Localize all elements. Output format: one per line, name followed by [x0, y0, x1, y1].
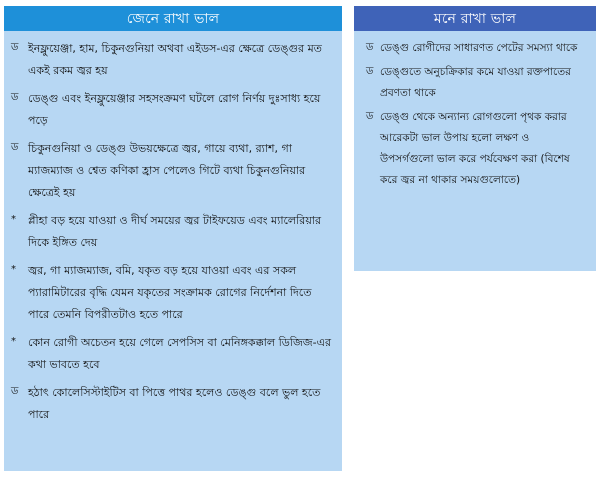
bullet-marker: ড: [366, 111, 374, 122]
list-item-text: ডেঙ্গুতে অনুচক্রিকার কমে যাওয়া রক্তপাতের প্রবণতা থাকে: [380, 66, 571, 99]
list-item: [11, 38, 335, 82]
list-item-text: কোন রোগী অচেতন হয়ে গেলে সেপসিস বা মেনিঙ্গকক্কাল ডিজিজ-এর কথা ভাবতে হবে: [28, 336, 332, 371]
list-item: [11, 260, 335, 326]
list-item: [11, 138, 335, 204]
list-item-text: চিকুনগুনিয়া ও ডেঙ্গু উভয়ক্ষেত্রে জ্বর, গায়ে ব্যথা, র‍্যাশ, গা ম্যাজম্যাজ ও শ্বেত কণিকা হ্রাস পেলেও গিটে ব্যথা চিকুনগুনিয়ার ক্ষেত্রেই হয়: [28, 142, 306, 199]
list-item-text: ডেঙ্গু এবং ইনফ্লুয়েঞ্জার সহসংক্রমণ ঘটলে রোগ নির্ণয় দুঃসাধ্য হয়ে পড়ে: [28, 92, 321, 127]
list-item: [11, 210, 335, 254]
list-item-text: ডেঙ্গু থেকে অন্যান্য রোগগুলো পৃথক করার আরেকটা ভাল উপায় হলো লক্ষণ ও উপসর্গগুলো ভাল করে পর্যবেক্ষণ করা (বিশেষ করে জ্বর না থাকার সময়গুলোতে): [380, 111, 570, 186]
list-item: [366, 38, 586, 59]
list-item-text: ইনফ্লুয়েঞ্জা, হাম, চিকুনগুনিয়া অথবা এইডস-এর ক্ষেত্রে ডেঙ্গুর মত একই রকম জ্বর হয়: [28, 42, 322, 77]
bullet-marker: *: [11, 336, 16, 347]
bullet-marker: *: [11, 214, 16, 225]
list-item: [366, 62, 586, 104]
bullet-marker: ড: [11, 386, 19, 397]
bullet-marker: *: [11, 264, 16, 275]
bullet-marker: ড: [11, 142, 19, 153]
list-item-text: জ্বর, গা ম্যাজম্যাজ, বমি, যকৃত বড় হয়ে যাওয়া এবং এর সকল প্যারামিটারের বৃদ্ধি যেমন যকৃতের সংক্রামক রোগের নির্দেশনা দিতে পারে তেমনি বিপরীতটাও হতে পারে: [28, 264, 312, 321]
left-box-title: জেনে রাখা ভাল: [4, 6, 342, 31]
left-box-items: [4, 31, 342, 426]
left-info-box: [4, 6, 342, 471]
bullet-marker: ড: [11, 92, 19, 103]
list-item-text: ডেঙ্গু রোগীদের সাধারণত পেটের সমস্যা থাকে: [380, 42, 578, 54]
list-item: [11, 382, 335, 426]
right-info-box: [354, 6, 596, 271]
list-item-text: প্লীহা বড় হয়ে যাওয়া ও দীর্ঘ সময়ের জ্বর টাইফয়েড এবং ম্যালেরিয়ার দিকে ইঙ্গিত দেয়: [28, 214, 322, 249]
list-item: [11, 88, 335, 132]
bullet-marker: ড: [11, 42, 19, 53]
list-item: [11, 332, 335, 376]
list-item-text: হঠাৎ কোলেসিস্টাইটিস বা পিত্তে পাথর হলেও ডেঙ্গু বলে ভুল হতে পারে: [28, 386, 321, 421]
right-box-title: মনে রাখা ভাল: [354, 6, 596, 31]
list-item: [366, 107, 586, 191]
bullet-marker: ড: [366, 42, 374, 53]
bullet-marker: ড: [366, 66, 374, 77]
right-box-items: [354, 31, 596, 191]
